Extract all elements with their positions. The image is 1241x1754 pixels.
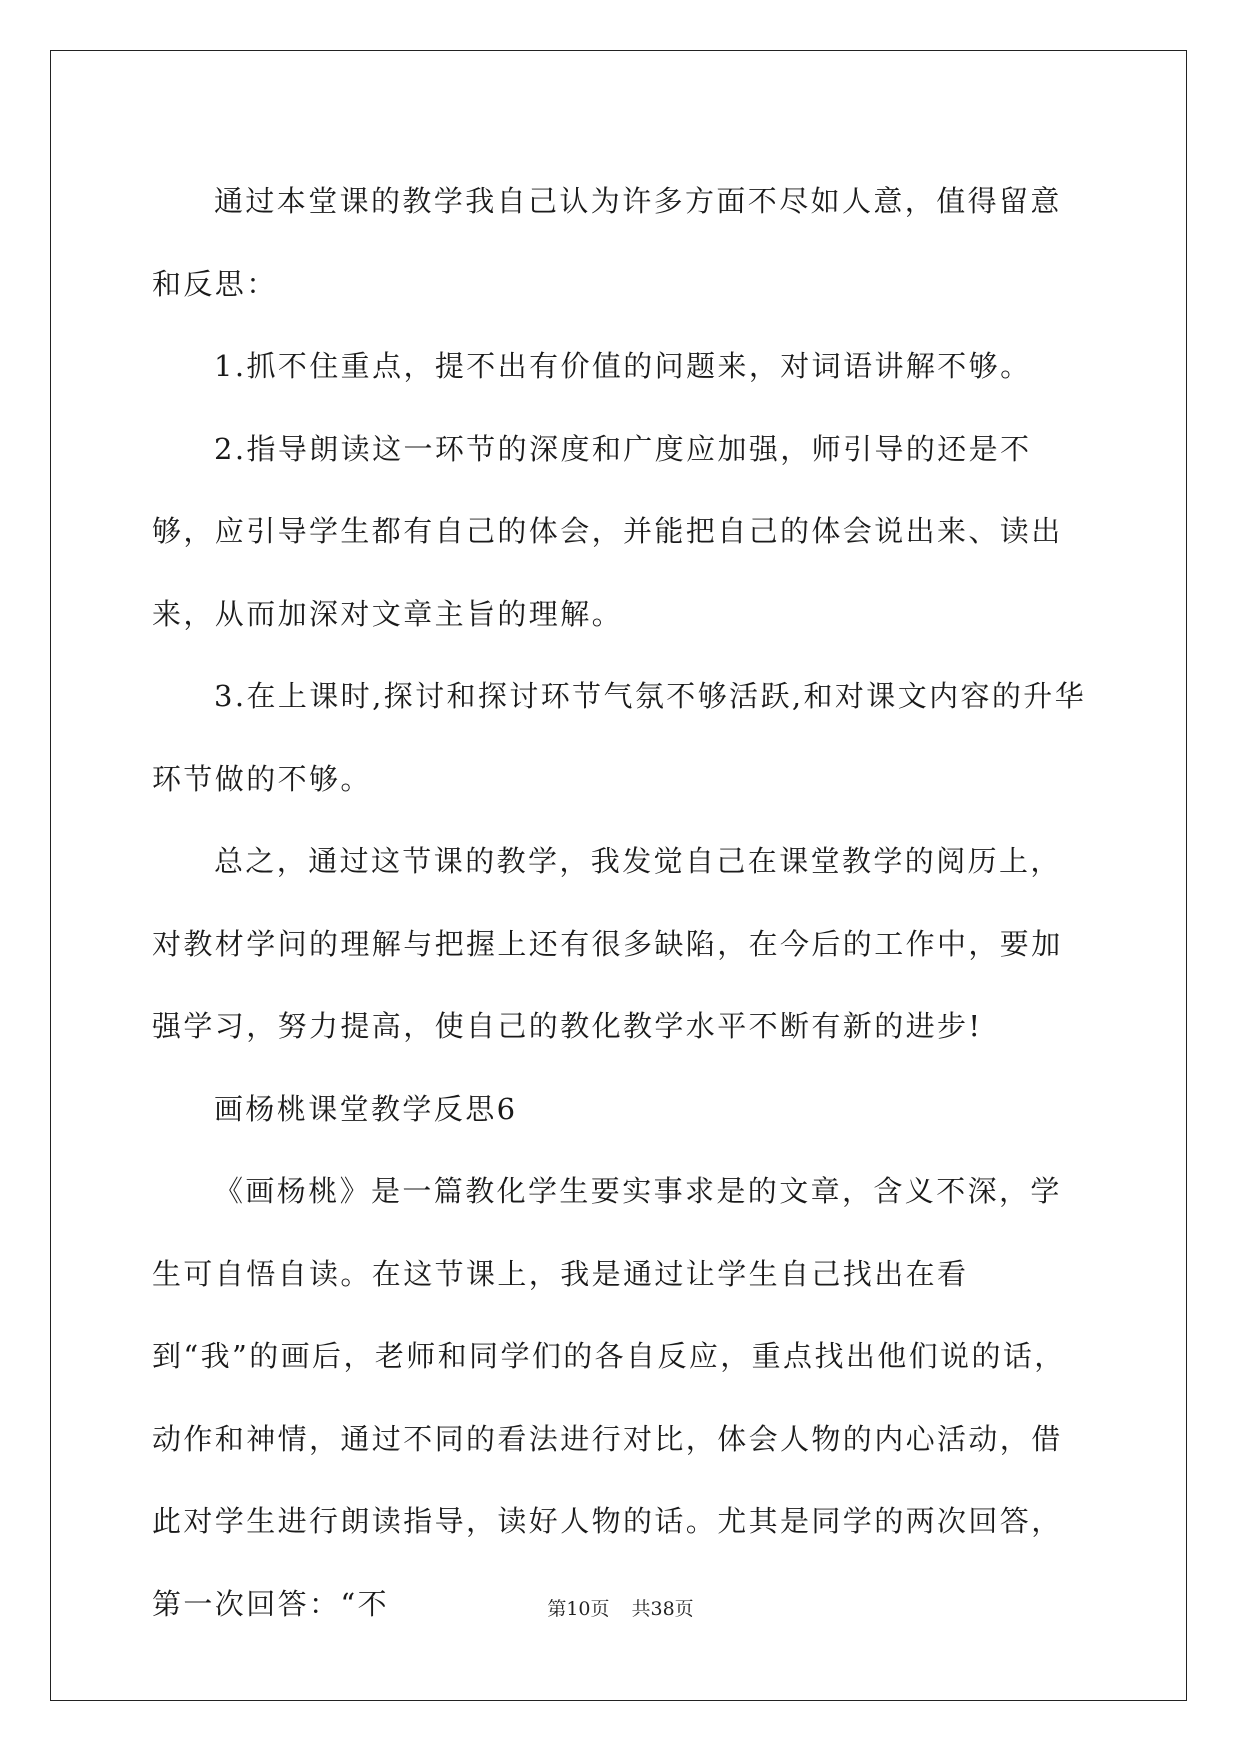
page-total: 共38页 — [631, 1598, 694, 1620]
paragraph-reflection-intro: 通过本堂课的教学我自己认为许多方面不尽如人意，值得留意和反思： — [152, 184, 1062, 301]
paragraph-section-body: 《画杨桃》是一篇教化学生要实事求是的文章，含义不深，学生可自悟自读。在这节课上，我是通过让学生自己找出在看到“我”的画后，老师和同学们的各自反应，重点找出他们说的话，动作和神情，通过不同的看法进行对比，体会人物的内心活动，借此对学生进行朗读指导，读好人物的话。尤其是同学的两次回答，第一次回答：“不 — [152, 1174, 1066, 1621]
paragraph-conclusion: 总之，通过这节课的教学，我发觉自己在课堂教学的阅历上，对教材学问的理解与把握上还有很多缺陷，在今后的工作中，要加强学习，努力提高，使自己的教化教学水平不断有新的进步! — [152, 844, 1063, 1043]
page-number: 第10页 — [547, 1598, 610, 1620]
paragraph-point-3: 3.在上课时,探讨和探讨环节气氛不够活跃,和对课文内容的升华环节做的不够。 — [152, 679, 1087, 796]
page-footer — [0, 1597, 1241, 1621]
paragraph-point-2: 2.指导朗读这一环节的深度和广度应加强，师引导的还是不够，应引导学生都有自己的体会，并能把自己的体会说出来、读出来，从而加深对文章主旨的理解。 — [152, 431, 1063, 631]
document-body — [152, 160, 1092, 1645]
section-heading: 画杨桃课堂教学反思6 — [214, 1091, 518, 1126]
paragraph-point-1: 1.抓不住重点，提不出有价值的问题来，对词语讲解不够。 — [214, 349, 1032, 383]
